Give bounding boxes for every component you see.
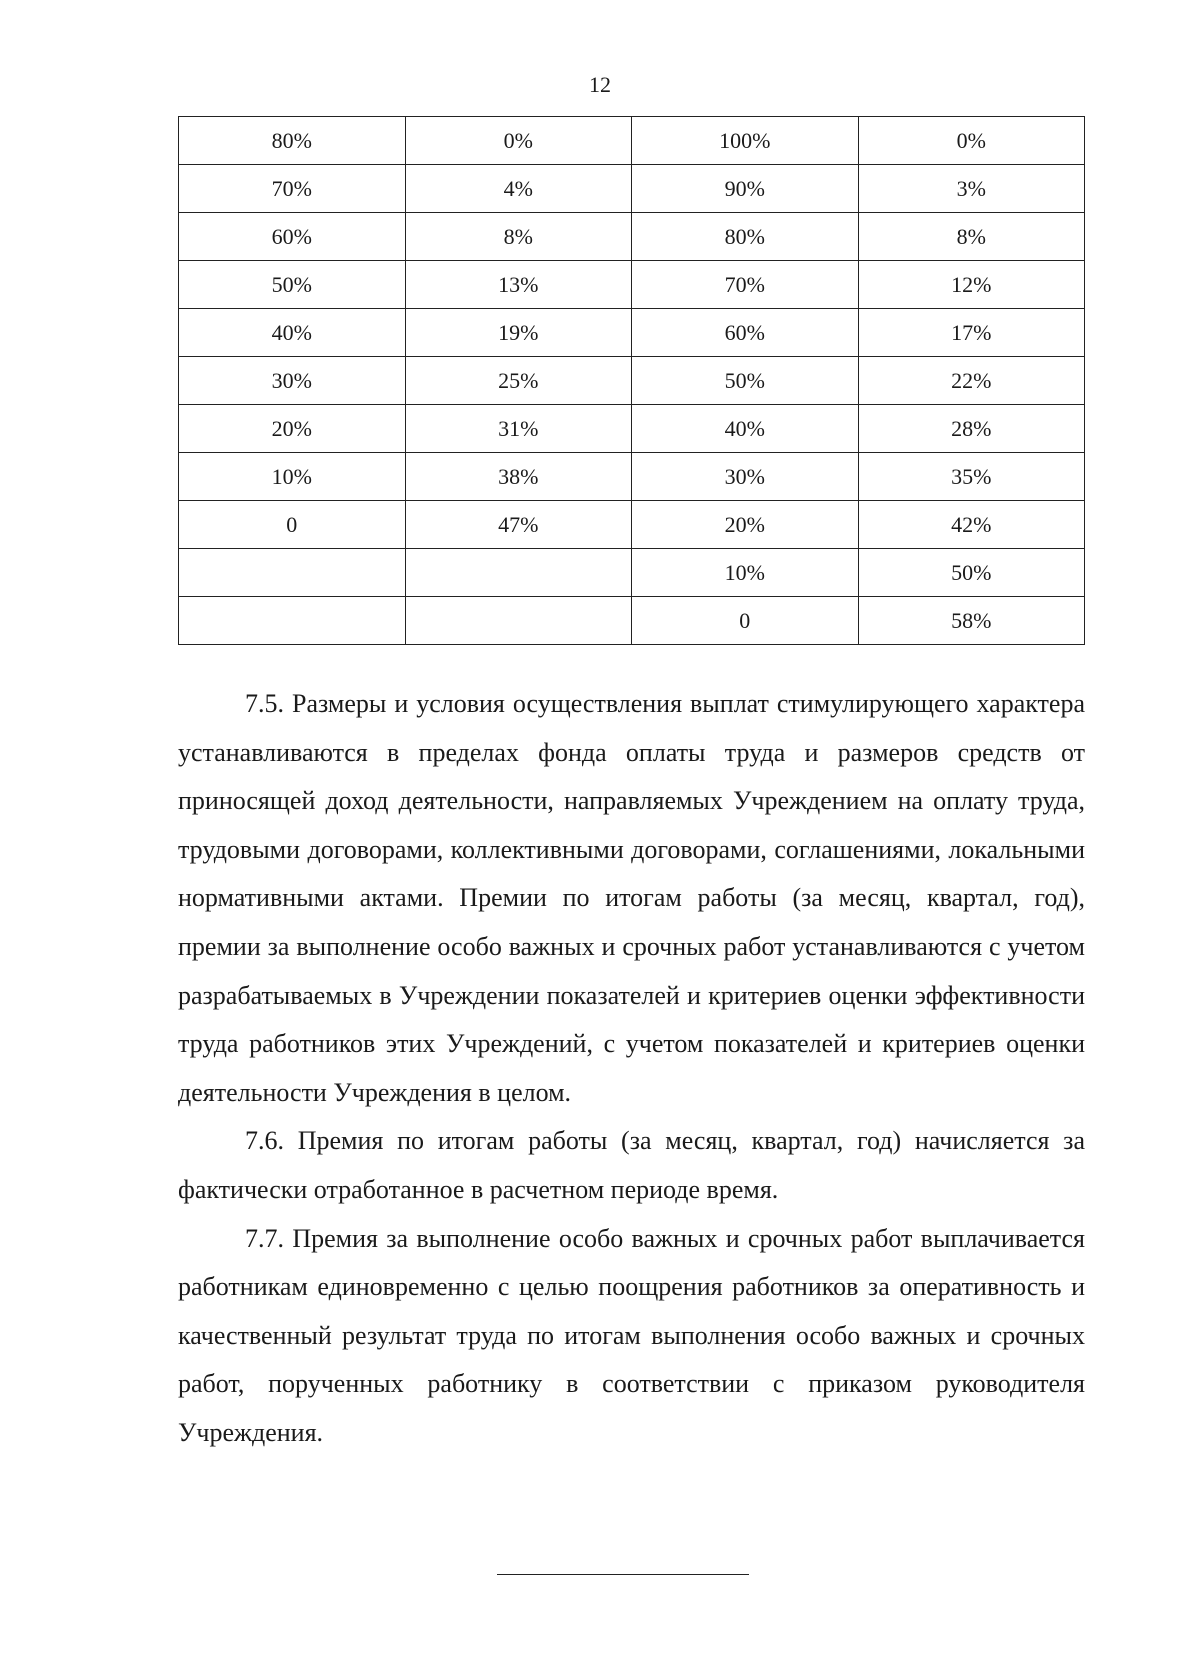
table-row xyxy=(179,405,1085,453)
table-cell: 12% xyxy=(858,261,1085,309)
table-row xyxy=(179,549,1085,597)
table-cell: 10% xyxy=(179,453,406,501)
table-cell: 47% xyxy=(405,501,632,549)
table-cell: 0% xyxy=(858,117,1085,165)
paragraph-7-5: 7.5. Размеры и условия осуществления выплат стимулирующего характера устанавливаются в пределах фонда оплаты труда и размеров средств от приносящей доход деятельности, направляемых Учреждением на оплату труда, трудовыми договорами, коллективными договорами, соглашениями, локальными нормативными актами. Премии по итогам работы (за месяц, квартал, год), премии за выполнение особо важных и срочных работ устанавливаются с учетом разрабатываемых в Учреждении показателей и критериев оценки эффективности труда работников этих Учреждений, с учетом показателей и критериев оценки деятельности Учреждения в целом. xyxy=(178,689,1085,1107)
table-row xyxy=(179,501,1085,549)
table-cell: 28% xyxy=(858,405,1085,453)
table-cell: 17% xyxy=(858,309,1085,357)
rates-table-body xyxy=(179,117,1085,645)
table-cell: 80% xyxy=(632,213,859,261)
table-cell: 70% xyxy=(179,165,406,213)
table-cell: 90% xyxy=(632,165,859,213)
table-cell: 30% xyxy=(632,453,859,501)
table-cell: 0% xyxy=(405,117,632,165)
table-cell: 35% xyxy=(858,453,1085,501)
table-cell: 4% xyxy=(405,165,632,213)
table-cell: 58% xyxy=(858,597,1085,645)
table-cell: 8% xyxy=(858,213,1085,261)
table-cell: 30% xyxy=(179,357,406,405)
table-cell: 50% xyxy=(179,261,406,309)
table-row xyxy=(179,213,1085,261)
table-cell: 50% xyxy=(858,549,1085,597)
paragraph-7-7: 7.7. Премия за выполнение особо важных и срочных работ выплачивается работникам единовременно с целью поощрения работников за оперативность и качественный результат труда по итогам выполнения особо важных и срочных работ, порученных работнику в соответствии с приказом руководителя Учреждения. xyxy=(178,1223,1085,1447)
table-row xyxy=(179,597,1085,645)
end-of-document-rule xyxy=(497,1574,749,1575)
table-cell: 40% xyxy=(179,309,406,357)
table-cell xyxy=(405,549,632,597)
table-cell: 0 xyxy=(179,501,406,549)
paragraph-7-6: 7.6. Премия по итогам работы (за месяц, квартал, год) начисляется за фактически отработанное в расчетном периоде время. xyxy=(178,1126,1085,1204)
table-cell xyxy=(179,597,406,645)
table-cell: 50% xyxy=(632,357,859,405)
body-text xyxy=(178,680,1085,1458)
table-cell: 31% xyxy=(405,405,632,453)
page-number: 12 xyxy=(589,72,611,97)
table-cell: 19% xyxy=(405,309,632,357)
table-row xyxy=(179,453,1085,501)
table-cell: 42% xyxy=(858,501,1085,549)
table-row xyxy=(179,165,1085,213)
table-row xyxy=(179,309,1085,357)
table-cell: 3% xyxy=(858,165,1085,213)
table-cell: 13% xyxy=(405,261,632,309)
table-row xyxy=(179,357,1085,405)
table-cell xyxy=(405,597,632,645)
table-cell: 100% xyxy=(632,117,859,165)
table-cell: 60% xyxy=(632,309,859,357)
table-cell: 40% xyxy=(632,405,859,453)
table-cell: 20% xyxy=(632,501,859,549)
table-cell: 25% xyxy=(405,357,632,405)
table-cell: 0 xyxy=(632,597,859,645)
table-row xyxy=(179,117,1085,165)
rates-table xyxy=(178,116,1085,645)
table-row xyxy=(179,261,1085,309)
table-cell: 70% xyxy=(632,261,859,309)
table-cell: 80% xyxy=(179,117,406,165)
table-cell xyxy=(179,549,406,597)
table-cell: 20% xyxy=(179,405,406,453)
table-cell: 22% xyxy=(858,357,1085,405)
table-cell: 38% xyxy=(405,453,632,501)
table-cell: 8% xyxy=(405,213,632,261)
table-cell: 10% xyxy=(632,549,859,597)
table-cell: 60% xyxy=(179,213,406,261)
